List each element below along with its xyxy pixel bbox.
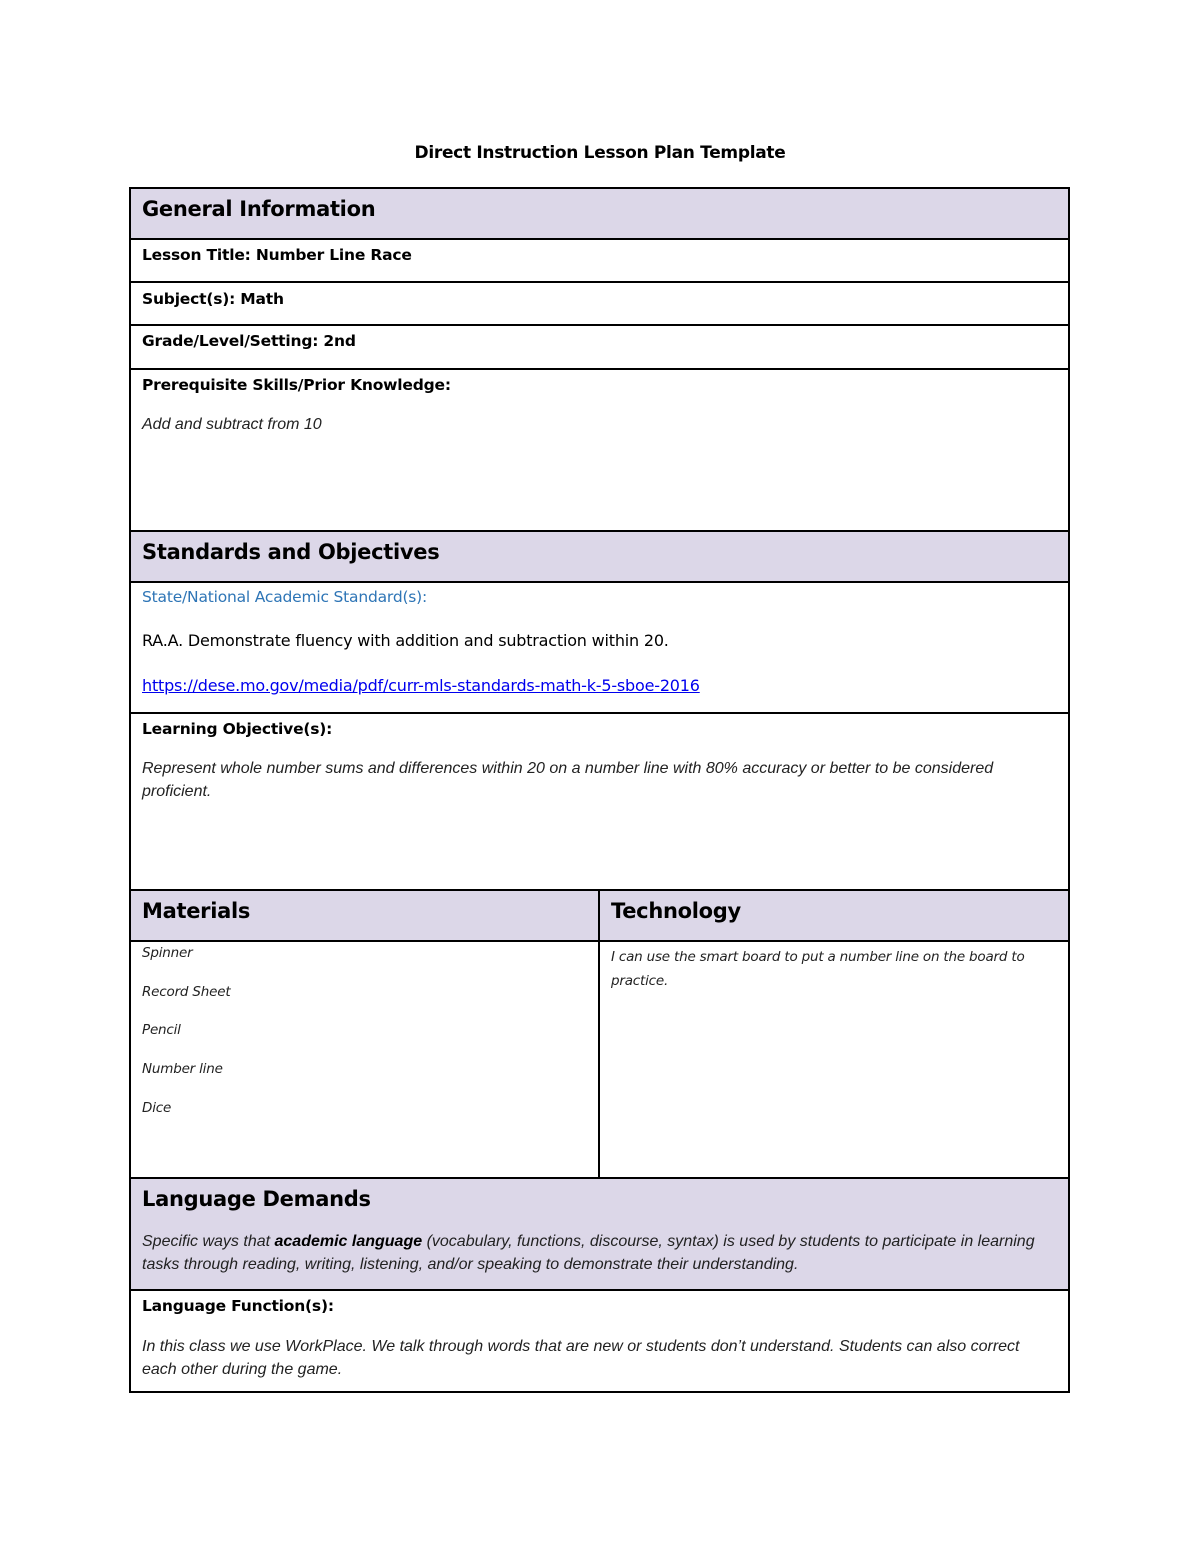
materials-header-cell	[131, 891, 600, 940]
materials-technology-header	[131, 891, 1068, 942]
general-information-heading: General Information	[142, 197, 376, 221]
materials-heading: Materials	[142, 899, 251, 923]
language-function-text: In this class we use WorkPlace. We talk through words that are new or students don’t understand. Students can also correct each other during the game.	[142, 1338, 1020, 1378]
language-desc-bold: academic language	[274, 1233, 423, 1250]
standard-text: RA.A. Demonstrate fluency with addition and subtraction within 20.	[142, 631, 669, 650]
material-item: Spinner	[142, 945, 193, 961]
language-demands-heading: Language Demands	[142, 1187, 371, 1211]
general-information-header	[131, 189, 1068, 240]
prerequisite-label: Prerequisite Skills/Prior Knowledge:	[142, 376, 451, 394]
material-item: Record Sheet	[142, 984, 231, 1000]
language-desc-suffix: (vocabulary, functions, discourse, syntax) is used by students to participate in learning tasks through reading, writing, listening, and/or speaking to demonstrate their understanding.	[142, 1233, 1035, 1273]
objective-row	[131, 714, 1068, 891]
language-function-row	[131, 1291, 1068, 1391]
technology-text: I can use the smart board to put a number line on the board to practice.	[611, 949, 1025, 989]
materials-technology-row	[131, 942, 1068, 1179]
language-desc-prefix: Specific ways that	[142, 1233, 275, 1250]
language-function-label: Language Function(s):	[142, 1297, 334, 1315]
material-item: Dice	[142, 1100, 172, 1116]
objective-label: Learning Objective(s):	[142, 720, 333, 738]
lesson-title-row	[131, 240, 1068, 283]
prerequisite-row	[131, 370, 1068, 532]
language-demands-header	[131, 1179, 1068, 1291]
page-title: Direct Instruction Lesson Plan Template	[414, 143, 786, 163]
technology-cell	[600, 942, 1068, 1177]
technology-heading: Technology	[611, 899, 741, 923]
standards-heading: Standards and Objectives	[142, 540, 440, 564]
standard-label: State/National Academic Standard(s):	[142, 588, 428, 606]
materials-cell	[131, 942, 600, 1177]
lesson-plan-table	[129, 187, 1070, 1393]
language-demands-description	[142, 1230, 1052, 1276]
standards-row	[131, 583, 1068, 714]
subjects: Subject(s): Math	[142, 290, 284, 308]
grade-row	[131, 326, 1068, 370]
standard-link[interactable]: https://dese.mo.gov/media/pdf/curr-mls-standards-math-k-5-sboe-2016	[142, 676, 700, 695]
grade-level-setting: Grade/Level/Setting: 2nd	[142, 332, 356, 350]
subjects-row	[131, 283, 1068, 326]
material-item: Number line	[142, 1061, 223, 1077]
technology-header-cell	[600, 891, 1068, 940]
material-item: Pencil	[142, 1022, 181, 1038]
objective-text: Represent whole number sums and differences within 20 on a number line with 80% accuracy or better to be considered proficient.	[142, 760, 994, 800]
standards-header	[131, 532, 1068, 583]
lesson-title: Lesson Title: Number Line Race	[142, 246, 412, 264]
prerequisite-text: Add and subtract from 10	[142, 416, 322, 433]
